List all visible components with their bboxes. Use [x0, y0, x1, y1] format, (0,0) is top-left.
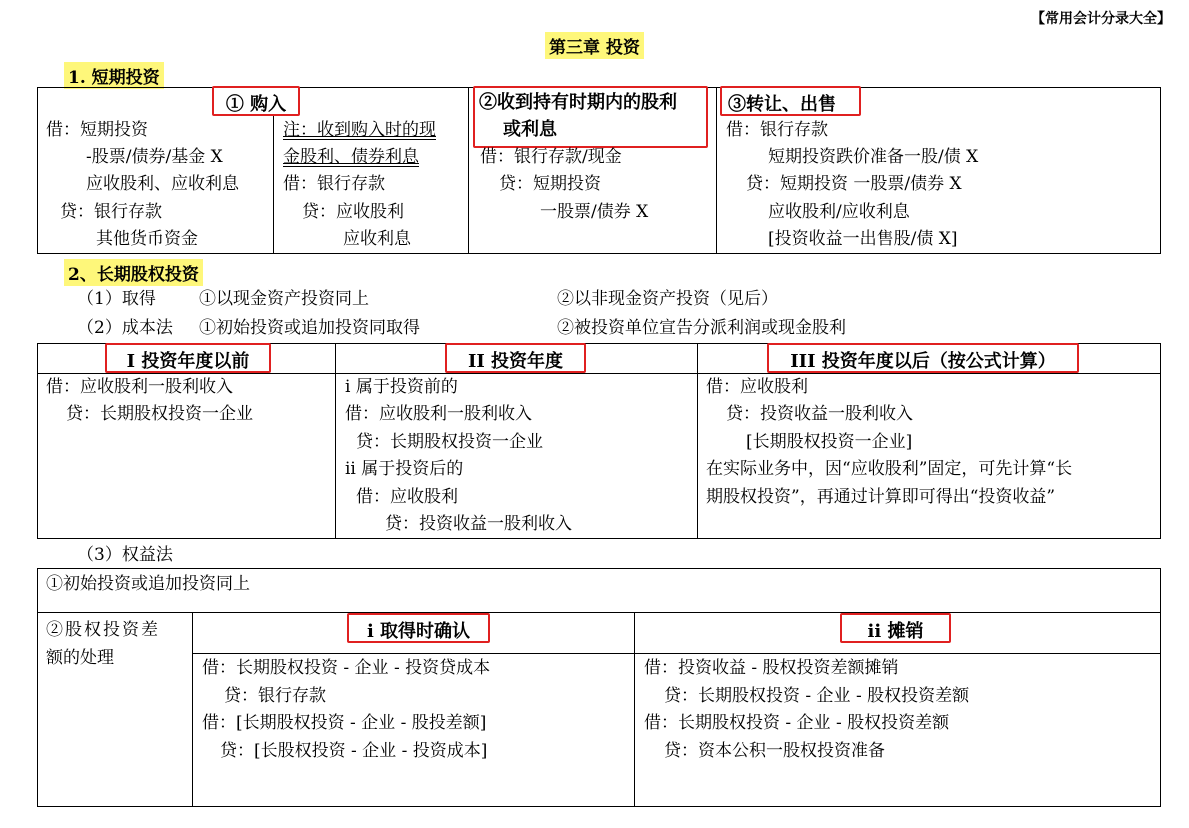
equity-diff-label: 额的处理	[46, 648, 114, 668]
divider	[192, 612, 193, 807]
t3-note: 期股权投资”，再通过计算即可得出“投资收益”	[706, 487, 1056, 507]
purchase-title: ① 购入	[212, 86, 300, 116]
dividend-title-line1: ②收到持有时期内的股利	[479, 92, 677, 113]
t3-line: 借：应收股利	[706, 377, 808, 397]
t2-line: 借：应收股利一股利收入	[345, 404, 532, 424]
divider	[468, 87, 469, 254]
note-line: 贷：应收股利	[302, 202, 404, 222]
col3-line: 借：银行存款	[726, 120, 828, 140]
t1-line: 贷：长期股权投资一企业	[66, 404, 253, 424]
t3-line: 贷：投资收益一股利收入	[726, 404, 913, 424]
acquire-label: （1）取得	[77, 289, 156, 309]
t2-line: 贷：长期股权投资一企业	[356, 432, 543, 452]
e2-line: 贷：长期股权投资 - 企业 - 股权投资差额	[664, 686, 970, 706]
transfer-sale-title: ③转让、出售	[720, 86, 861, 116]
col1-line: 贷：银行存款	[60, 202, 162, 222]
e1-line: 借：长期股权投资 - 企业 - 投资贷成本	[202, 658, 491, 678]
acquire-noncash: ②以非现金资产投资（见后）	[557, 289, 778, 309]
e1-line: 借：[长期股权投资 - 企业 - 股投差额]	[202, 713, 487, 733]
e1-line: 贷：[长股权投资 - 企业 - 投资成本]	[220, 741, 488, 761]
equity-initial: ①初始投资或追加投资同上	[46, 574, 250, 594]
dividend-title-line2: 或利息	[503, 119, 557, 140]
col2-line: 借：银行存款/现金	[480, 147, 622, 167]
col2-line: 贷：短期投资	[499, 174, 601, 194]
divider	[716, 87, 717, 254]
document-tag: 【常用会计分录大全】	[1031, 11, 1171, 27]
t2-line: 贷：投资收益一股利收入	[385, 514, 572, 534]
cost-method-dividend: ②被投资单位宣告分派利润或现金股利	[557, 318, 846, 338]
e2-line: 借：投资收益 - 股权投资差额摊销	[644, 658, 899, 678]
cost-method-initial: ①初始投资或追加投资同取得	[199, 318, 420, 338]
section-heading-short-term: 1. 短期投资	[64, 62, 164, 89]
t2-line: 借：应收股利	[356, 487, 458, 507]
t3-note: 在实际业务中，因“应收股利”固定，可先计算“长	[706, 459, 1073, 479]
t2-line: ii 属于投资后的	[345, 459, 464, 479]
divider	[37, 612, 1161, 613]
note-line: 注：收到购入时的现	[283, 120, 436, 140]
col1-line: 应收股利、应收利息	[86, 174, 239, 194]
t2-line: i 属于投资前的	[345, 377, 458, 397]
equity-method-label: （3）权益法	[77, 545, 173, 565]
divider	[697, 343, 698, 539]
after-year-title: III 投资年度以后（按公式计算）	[767, 343, 1079, 373]
amortization-title: ii 摊销	[840, 613, 951, 643]
note-line: 金股利、债券利息	[283, 147, 419, 167]
e1-line: 贷：银行存款	[224, 686, 326, 706]
col1-line: -股票/债券/基金 X	[86, 147, 223, 167]
col1-line: 其他货币资金	[96, 229, 198, 249]
t1-line: 借：应收股利一股利收入	[46, 377, 233, 397]
col3-line: 短期投资跌价准备一股/债 X	[768, 147, 979, 167]
e2-line: 贷：资本公积一股权投资准备	[664, 741, 885, 761]
section-heading-long-term: 2、长期股权投资	[64, 259, 203, 286]
col3-line: 贷：短期投资 一股票/债券 X	[746, 174, 962, 194]
divider	[192, 653, 1161, 654]
col3-line: [投资收益一出售股/债 X]	[768, 229, 958, 249]
recognize-title: i 取得时确认	[347, 613, 490, 643]
note-line: 借：银行存款	[283, 174, 385, 194]
acquire-cash: ①以现金资产投资同上	[199, 289, 369, 309]
e2-line: 借：长期股权投资 - 企业 - 股权投资差额	[644, 713, 950, 733]
equity-method-table	[37, 568, 1161, 807]
equity-diff-label: ②股权投资差	[46, 620, 160, 640]
cost-method-label: （2）成本法	[77, 318, 173, 338]
divider	[273, 115, 274, 254]
divider	[634, 612, 635, 807]
t3-line: [长期股权投资一企业]	[746, 432, 913, 452]
dividend-received-title	[473, 86, 708, 148]
investment-year-title: II 投资年度	[445, 343, 586, 373]
divider	[335, 343, 336, 539]
col2-line: 一股票/债券 X	[540, 202, 649, 222]
col1-line: 借：短期投资	[46, 120, 148, 140]
note-line: 应收利息	[343, 229, 411, 249]
before-year-title: I 投资年度以前	[105, 343, 271, 373]
col3-line: 应收股利/应收利息	[768, 202, 910, 222]
chapter-title: 第三章 投资	[545, 32, 644, 59]
